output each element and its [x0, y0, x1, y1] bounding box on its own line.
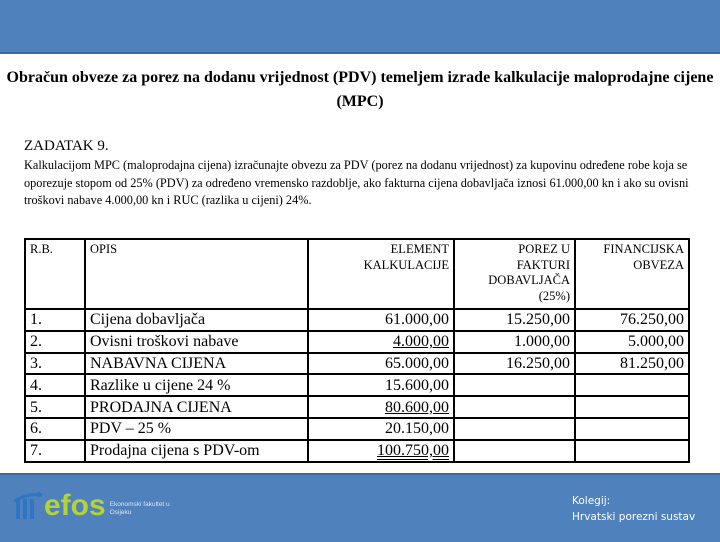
cell-opis: Cijena dobavljača [85, 309, 308, 331]
cell-obveza: 5.000,00 [575, 331, 689, 353]
element-value: 4.000,00 [393, 333, 449, 351]
cell-porez [454, 418, 575, 440]
logo-columns-icon [14, 491, 44, 521]
cell-element [308, 440, 454, 462]
cell-rb: 3. [25, 353, 85, 375]
efos-logo: efos Ekonomski fakultet u Osijeku [14, 491, 170, 521]
cell-opis: NABAVNA CIJENA [85, 353, 308, 375]
cell-element: 15.600,00 [308, 374, 454, 396]
cell-rb: 1. [25, 309, 85, 331]
element-value: 100.750,00 [377, 442, 449, 460]
header-element: ELEMENT KALKULACIJE [308, 239, 454, 309]
table-row [25, 418, 689, 440]
cell-porez [454, 374, 575, 396]
footer-band [0, 473, 720, 542]
cell-opis: PDV – 25 % [85, 418, 308, 440]
top-band [0, 0, 720, 54]
table-row [25, 374, 689, 396]
cell-opis: Razlike u cijene 24 % [85, 374, 308, 396]
table-row [25, 396, 689, 418]
task-text: Kalkulacijom MPC (maloprodajna cijena) izračunajte obvezu za PDV (porez na dodanu vrijednost) za kupovinu određene robe koja se oporezuje stopom od 25% (PDV) za određeno vremensko razdoblje, ako fakturna cijena dobavljača iznosi 61.000,00 kn i ako su ovisni troškovi nabave 4.000,00 kn i RUC (razlika u cijeni) 24%. [24, 158, 689, 207]
cell-opis: Prodajna cijena s PDV-om [85, 440, 308, 462]
cell-rb: 7. [25, 440, 85, 462]
cell-porez: 1.000,00 [454, 331, 575, 353]
table-row [25, 331, 689, 353]
slide-title: Obračun obveze za porez na dodanu vrijednost (PDV) temeljem izrade kalkulacije maloprodajne cijene (MPC) [6, 69, 714, 110]
cell-porez [454, 440, 575, 462]
element-value: 80.600,00 [385, 398, 449, 416]
cell-element: 61.000,00 [308, 309, 454, 331]
cell-porez: 16.250,00 [454, 353, 575, 375]
cell-porez: 15.250,00 [454, 309, 575, 331]
cell-opis: Ovisni troškovi nabave [85, 331, 308, 353]
cell-element: 65.000,00 [308, 353, 454, 375]
header-obveza: FINANCIJSKA OBVEZA [575, 239, 689, 309]
cell-obveza [575, 374, 689, 396]
header-opis: OPIS [85, 239, 308, 309]
cell-element [308, 331, 454, 353]
table-row [25, 353, 689, 375]
header-rb: R.B. [25, 239, 85, 309]
task-heading: ZADATAK 9. [24, 138, 109, 154]
table-row [25, 440, 689, 462]
table-row [25, 309, 689, 331]
cell-porez [454, 396, 575, 418]
cell-obveza [575, 440, 689, 462]
calculation-table [24, 238, 690, 463]
course-info [572, 493, 695, 525]
cell-obveza: 81.250,00 [575, 353, 689, 375]
cell-obveza [575, 418, 689, 440]
cell-rb: 2. [25, 331, 85, 353]
cell-obveza [575, 396, 689, 418]
cell-opis: PRODAJNA CIJENA [85, 396, 308, 418]
cell-rb: 6. [25, 418, 85, 440]
table-header-row [25, 239, 689, 309]
cell-obveza: 76.250,00 [575, 309, 689, 331]
cell-rb: 5. [25, 396, 85, 418]
cell-element [308, 396, 454, 418]
course-name: Hrvatski porezni sustav [572, 511, 696, 523]
header-porez: POREZ U FAKTURI DOBAVLJAČA (25%) [454, 239, 575, 309]
cell-element: 20.150,00 [308, 418, 454, 440]
course-label: Kolegij: [572, 495, 611, 507]
cell-rb: 4. [25, 374, 85, 396]
